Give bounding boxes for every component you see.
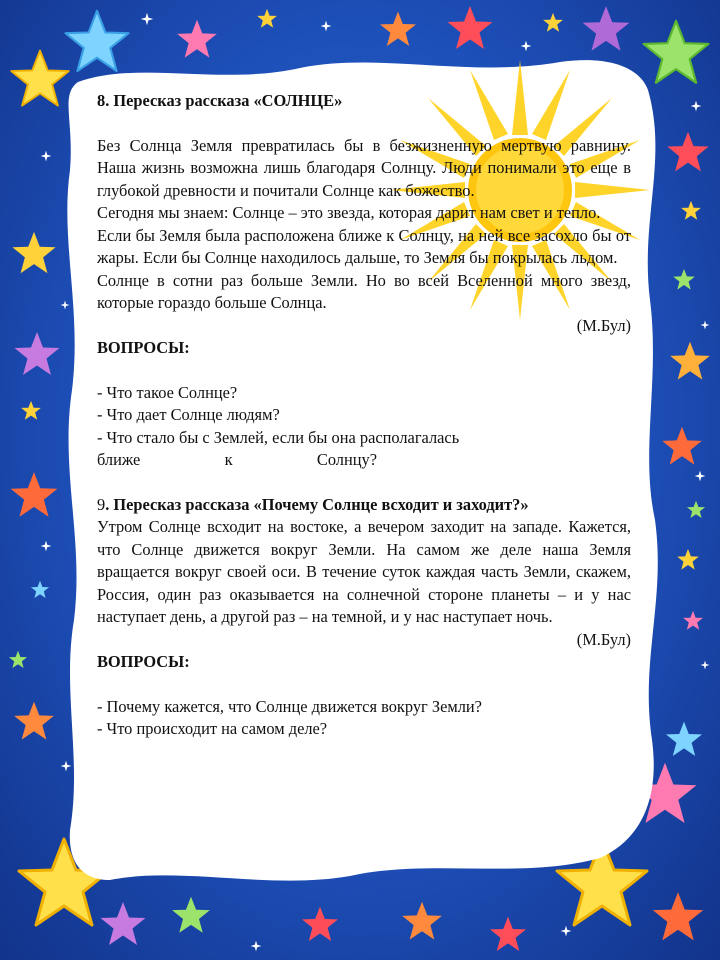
section-1-questions-heading: ВОПРОСЫ:	[97, 338, 190, 357]
section-2-number: 9	[97, 494, 106, 514]
question-item	[97, 449, 631, 472]
section-1-paragraph: Если бы Земля была расположена ближе к Солнцу, на ней все засохло бы от жары. Если бы Солнце находилось дальше, то Земля бы покрылась льдом.	[97, 225, 631, 267]
question-item-text: ближе к Солнцу?	[97, 450, 377, 469]
question-item: - Почему кажется, что Солнце движется вокруг Земли?	[97, 696, 482, 716]
section-2-questions-heading: ВОПРОСЫ:	[97, 652, 190, 671]
section-2-paragraph: Утром Солнце всходит на востоке, а вечером заходит на западе. Кажется, что Солнце движется вокруг Земли. На самом же деле наша Земля вращается вокруг своей оси. В течение суток каждая часть Земли, скажем, Россия, один раз оказывается на солнечной стороне планеты – и у нас наступает день, а другой раз – на темной, и у нас наступает ночь.	[97, 517, 631, 626]
question-item: - Что дает Солнце людям?	[97, 405, 280, 424]
section-1-title: 8. Пересказ рассказа «СОЛНЦЕ»	[97, 91, 343, 110]
section-1-paragraph: Сегодня мы знаем: Солнце – это звезда, которая дарит нам свет и тепло.	[97, 203, 601, 222]
section-1-author: (М.Бул)	[576, 315, 631, 335]
question-item: - Что стало бы с Землей, если бы она располагалась	[97, 427, 460, 447]
question-item: - Что происходит на самом деле?	[97, 719, 328, 738]
section-2-author: (М.Бул)	[576, 629, 631, 649]
question-item: - Что такое Солнце?	[97, 382, 238, 402]
section-2-title-text: . Пересказ рассказа «Почему Солнце всходит и заходит?»	[105, 494, 529, 514]
section-1-paragraph: Без Солнца Земля превратилась бы в безжизненную мертвую равнину. Наша жизнь возможна лишь благодаря Солнцу. Люди понимали это еще в глубокой древности и почитали Солнце как божество.	[97, 135, 631, 200]
section-2-title	[97, 494, 631, 517]
section-1-paragraph: Солнце в сотни раз больше Земли. Но во всей Вселенной много звезд, которые гораздо больше Солнца.	[97, 270, 631, 312]
document-body	[97, 90, 631, 741]
